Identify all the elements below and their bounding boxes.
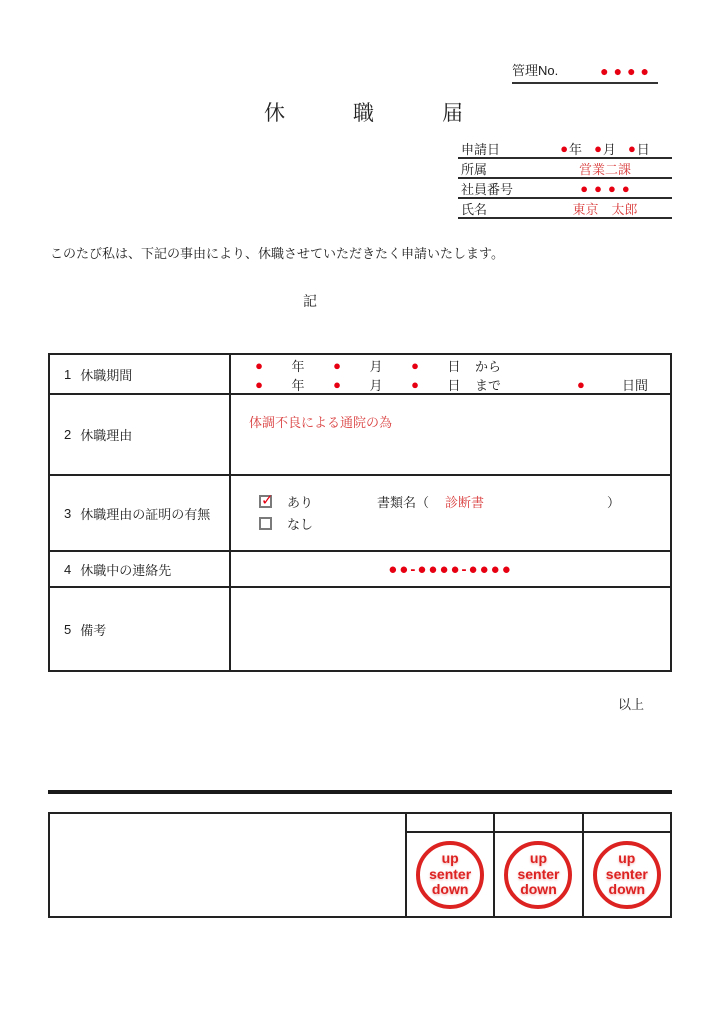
from-suffix: から <box>475 358 502 374</box>
reason-label-cell <box>50 395 231 474</box>
page-title: 休職届 <box>264 102 531 125</box>
applicant-row-name <box>458 199 672 219</box>
document-name-paren-close: ） <box>606 494 620 510</box>
table-row-remarks <box>50 588 670 670</box>
from-month-dot: ● <box>333 357 341 373</box>
management-no <box>512 60 658 84</box>
closing-text: 以上 <box>618 697 645 712</box>
approval-notes-cell <box>50 814 407 916</box>
stamp-line-middle: senter <box>517 865 560 882</box>
row-number: 4 <box>64 561 72 577</box>
to-year-unit: 年 <box>291 377 305 393</box>
checkbox-yes[interactable] <box>259 491 274 509</box>
approval-header-2 <box>495 814 581 833</box>
date-month-pair <box>594 139 616 158</box>
management-no-label: 管理No. <box>512 63 559 78</box>
proof-label: 休職理由の証明の有無 <box>80 506 211 522</box>
remarks-value-cell <box>231 588 670 670</box>
stamp-line-bottom: down <box>431 881 469 898</box>
stamp-line-top: up <box>441 850 459 867</box>
month-dot: ● <box>594 140 602 156</box>
approval-stamp-3 <box>593 841 661 909</box>
approval-column-3 <box>584 814 670 916</box>
employee-no-label: 社員番号 <box>461 181 514 197</box>
approval-header-3 <box>584 814 670 833</box>
period-label-cell <box>50 355 231 393</box>
stamp-line-top: up <box>618 850 636 867</box>
department-value: 営業二課 <box>578 161 631 177</box>
to-year-dot: ● <box>255 376 263 392</box>
ki-heading: 記 <box>303 293 317 309</box>
applicant-row-department <box>458 159 672 179</box>
total-days-dot: ● <box>577 376 585 392</box>
stamp-line-top: up <box>529 850 548 867</box>
from-day-dot: ● <box>411 357 419 373</box>
to-day-dot: ● <box>411 376 419 392</box>
approval-body-1 <box>407 833 493 916</box>
period-value-cell <box>231 355 670 393</box>
to-month-dot: ● <box>333 376 341 392</box>
approval-stamp-2 <box>504 841 572 909</box>
application-date-label: 申請日 <box>461 141 501 157</box>
year-dot: ● <box>560 140 569 156</box>
period-from-line <box>241 356 656 375</box>
to-suffix: まで <box>475 377 502 393</box>
reason-label: 休職理由 <box>80 428 133 443</box>
proof-value-cell <box>231 476 670 550</box>
management-no-value: ●●●● <box>600 63 654 79</box>
table-row-proof <box>50 476 670 552</box>
total-days-unit: 日間 <box>621 377 648 393</box>
contact-label-cell <box>50 552 231 586</box>
applicant-row-date <box>458 139 672 159</box>
name-value: 東京 太郎 <box>572 201 638 217</box>
reason-value-cell <box>231 395 670 474</box>
department-label: 所属 <box>461 161 488 177</box>
document-name-value: 診断書 <box>445 494 485 510</box>
day-unit: 日 <box>636 141 650 157</box>
proof-no-line <box>259 512 670 534</box>
row-number: 1 <box>64 366 72 382</box>
proof-label-cell <box>50 476 231 550</box>
approval-stamp-table <box>48 812 672 918</box>
month-unit: 月 <box>602 141 616 157</box>
approval-stamp-1 <box>416 841 484 909</box>
name-label: 氏名 <box>461 201 488 217</box>
employee-no-value: ●●●● <box>580 180 636 196</box>
remarks-label: 備考 <box>80 622 107 638</box>
to-day-unit: 日 <box>447 377 461 393</box>
approval-body-3 <box>584 833 670 916</box>
application-date-value <box>538 139 672 158</box>
table-row-reason <box>50 395 670 476</box>
separator-rule <box>48 790 672 794</box>
approval-body-2 <box>495 833 581 916</box>
remarks-label-cell <box>50 588 231 670</box>
intro-sentence: このたび私は、下記の事由により、休職させていただきたく申請いたします。 <box>50 246 504 261</box>
applicant-row-employee-no <box>458 179 672 199</box>
checkbox-no[interactable] <box>259 517 272 530</box>
day-dot: ● <box>627 140 636 156</box>
year-unit: 年 <box>569 141 583 157</box>
date-year-pair <box>560 139 582 158</box>
table-row-contact <box>50 552 670 588</box>
approval-column-1 <box>407 814 495 916</box>
stamp-line-middle: senter <box>605 865 648 882</box>
period-label: 休職期間 <box>80 367 133 383</box>
document-name-label: 書類名（ <box>377 494 430 510</box>
contact-value-cell <box>231 552 670 586</box>
from-month-unit: 月 <box>369 358 383 374</box>
no-label: なし <box>287 516 314 532</box>
proof-yes-line <box>259 490 670 512</box>
row-number: 2 <box>64 427 72 442</box>
from-year-dot: ● <box>255 357 263 373</box>
reason-value: 体調不良による通院の為 <box>249 415 393 430</box>
row-number: 3 <box>64 505 72 521</box>
period-to-line <box>241 375 656 394</box>
from-year-unit: 年 <box>291 358 305 374</box>
table-row-period <box>50 355 670 395</box>
row-number: 5 <box>64 621 72 637</box>
contact-label: 休職中の連絡先 <box>80 562 172 578</box>
contact-phone-value: ●●-●●●●-●●●● <box>388 560 513 578</box>
from-day-unit: 日 <box>447 358 461 374</box>
yes-label: あり <box>287 494 314 510</box>
total-days-group <box>566 375 656 394</box>
date-day-pair <box>628 139 650 158</box>
to-month-unit: 月 <box>369 377 383 393</box>
checkbox-check-icon: ✓ <box>261 491 274 509</box>
stamp-line-middle: senter <box>429 865 472 882</box>
approval-column-2 <box>495 814 583 916</box>
approval-header-1 <box>407 814 493 833</box>
stamp-line-bottom: down <box>608 881 646 898</box>
leave-details-table <box>48 353 672 672</box>
stamp-line-bottom: down <box>520 881 557 898</box>
applicant-info-table <box>458 139 672 219</box>
